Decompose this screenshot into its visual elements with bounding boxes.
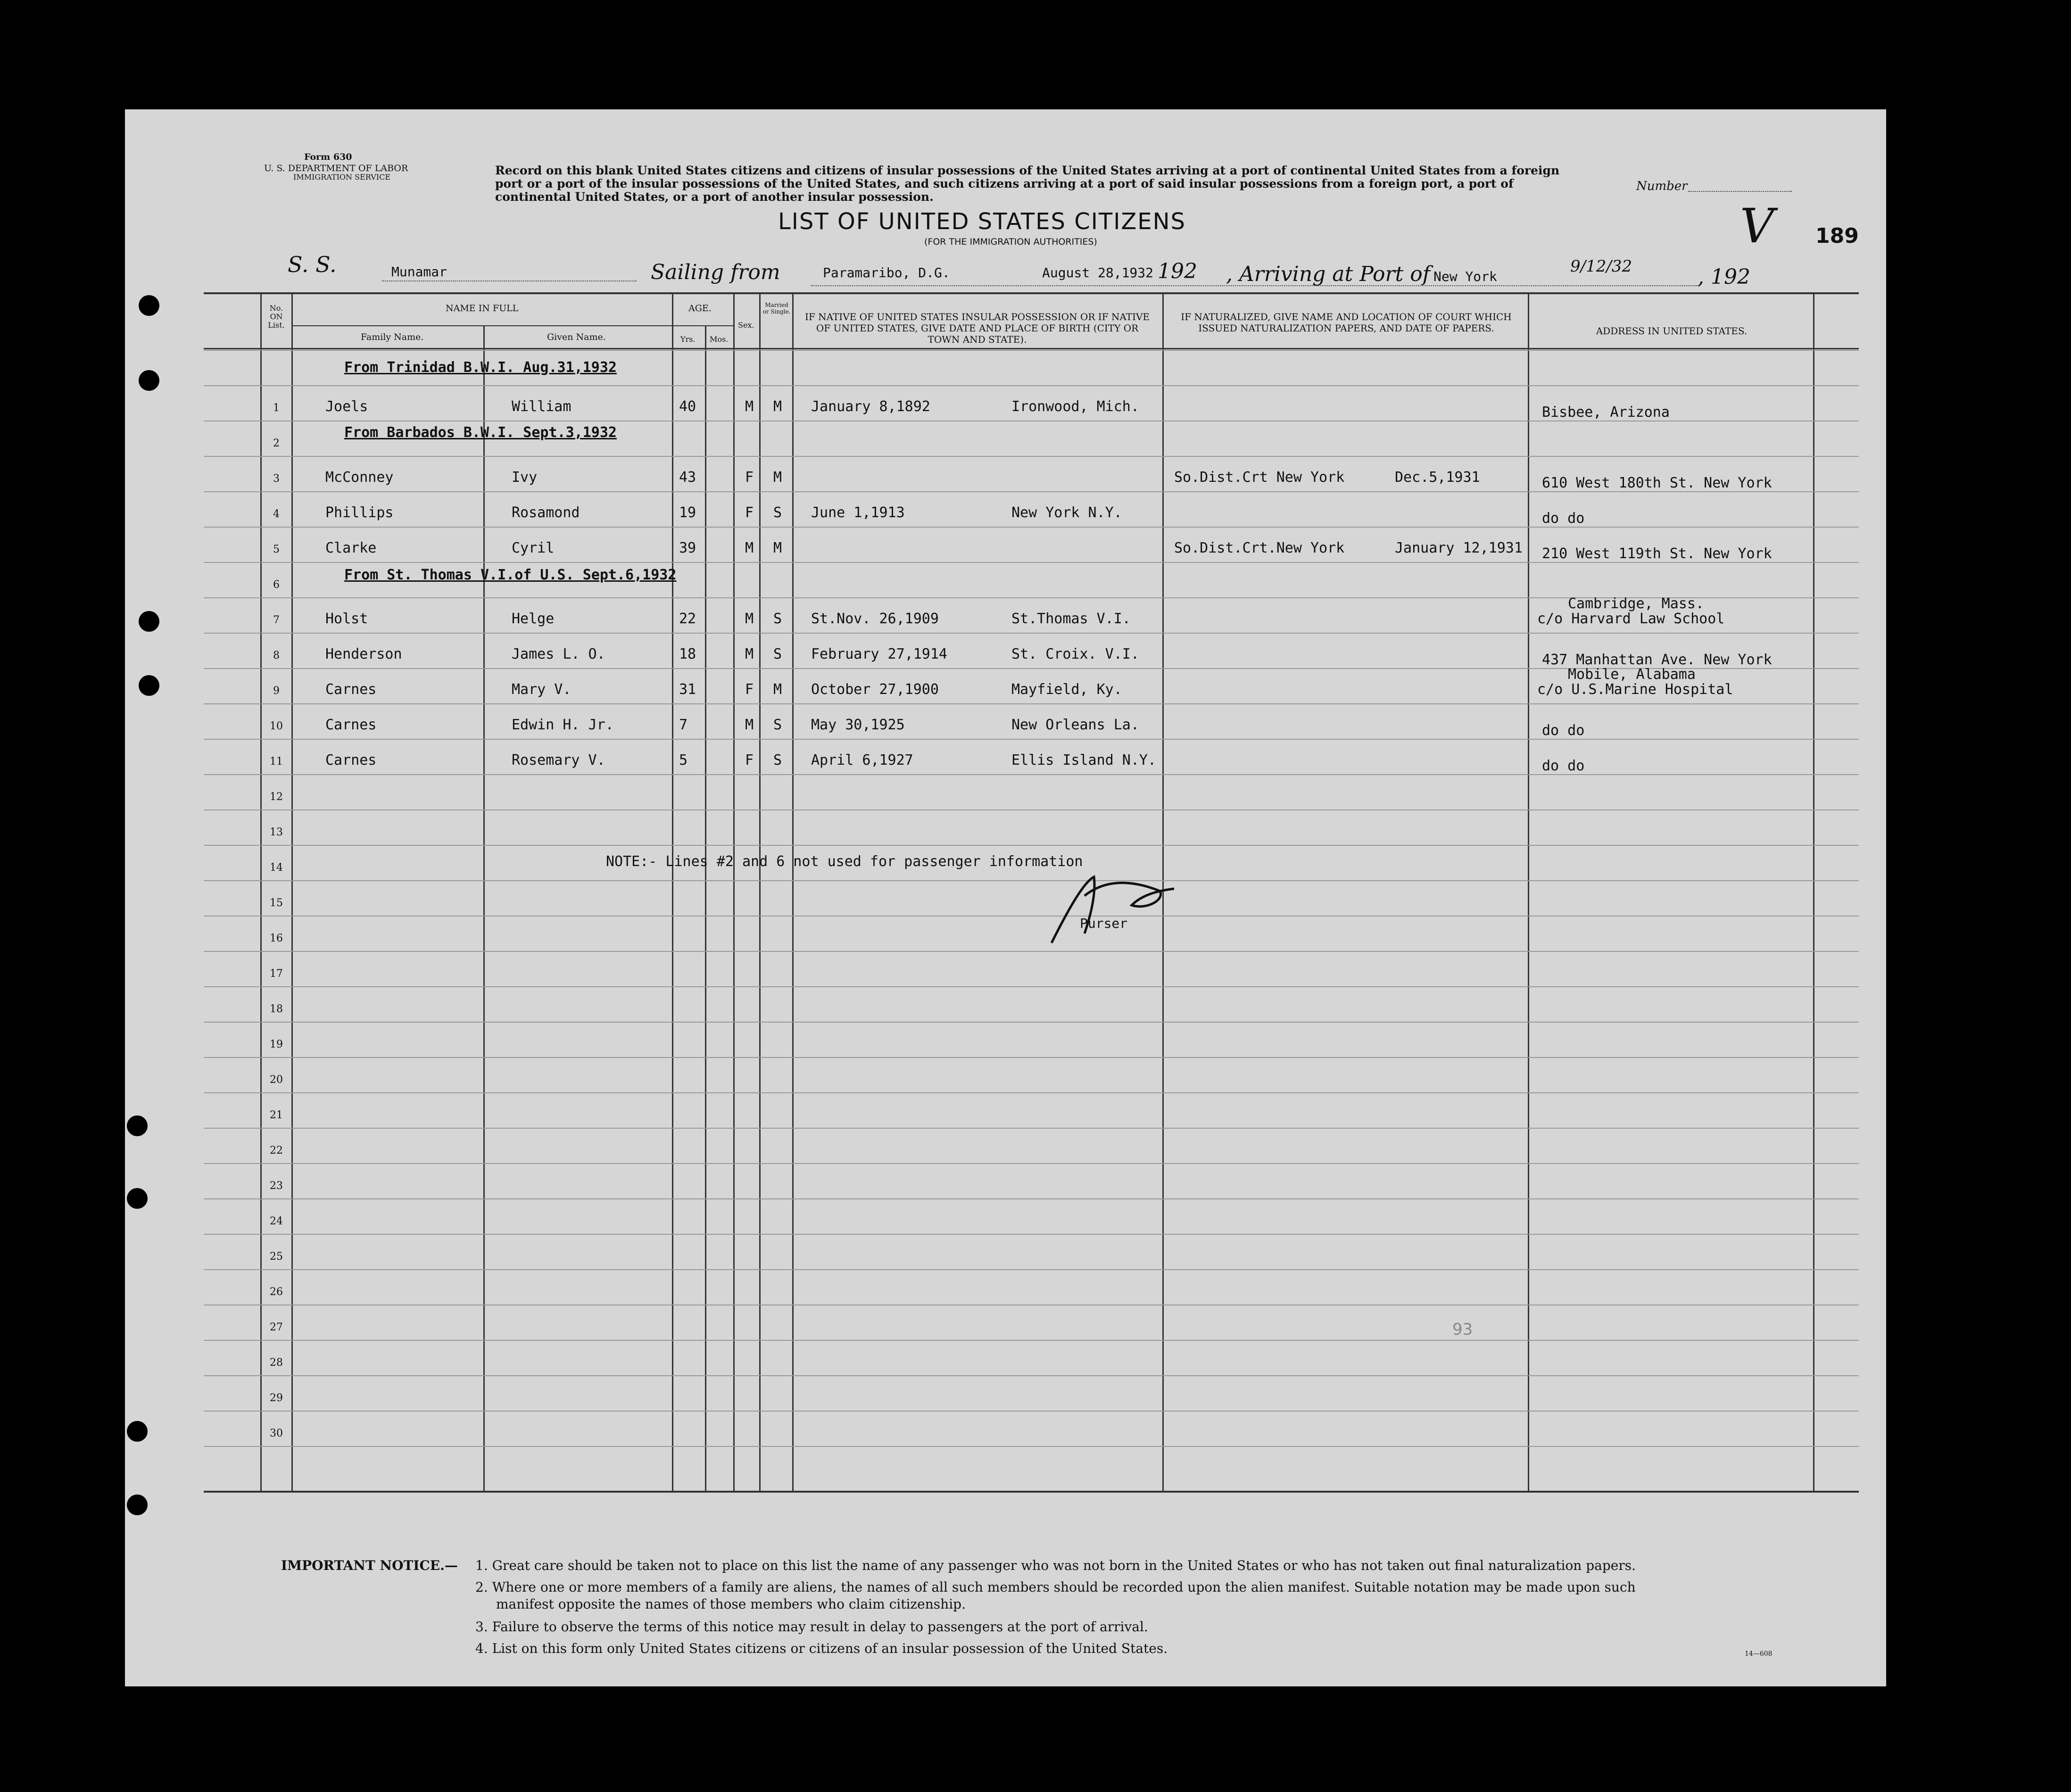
row-rule [204,845,1859,846]
sex: M [745,540,754,556]
row-rule [204,880,1859,881]
address: do do [1542,510,1585,527]
birth-place: New York N.Y. [1011,504,1122,521]
given-name: Edwin H. Jr. [512,717,614,733]
family-name: Carnes [325,717,377,733]
line-number: 3 [273,473,280,485]
col-age: AGE. [688,303,712,314]
row-rule [204,350,1859,351]
age-years: 31 [679,681,696,698]
line-number: 4 [273,508,280,520]
line-number: 22 [270,1145,283,1156]
naturalization-date: Dec.5,1931 [1395,469,1480,486]
line-number: 11 [270,756,283,768]
line-number: 17 [270,968,283,980]
naturalization-court: So.Dist.Crt New York [1174,469,1345,486]
marital-status: M [773,681,782,698]
row-rule [204,385,1859,386]
row-rule [204,491,1859,492]
line-number: 14 [270,862,283,874]
birth-place: Ellis Island N.Y. [1011,752,1157,768]
given-name: Cyril [512,540,555,556]
row-rule [204,527,1859,528]
sex: M [745,717,754,733]
row-rule [204,1411,1859,1412]
sex: F [745,752,754,768]
family-name: Carnes [325,681,377,698]
stamp-number: 93 [1452,1320,1473,1339]
sex: F [745,681,754,698]
family-name: Henderson [325,646,402,662]
punch-hole [139,675,159,696]
address: 610 West 180th St. New York [1542,475,1772,491]
naturalization-court: So.Dist.Crt.New York [1174,540,1345,556]
row-rule [204,1128,1859,1129]
arriving-label: , Arriving at Port of [1226,262,1430,286]
punch-hole [139,370,159,391]
service: IMMIGRATION SERVICE [293,173,391,182]
birth-date: St.Nov. 26,1909 [811,611,939,627]
col-family-name: Family Name. [361,332,424,342]
row-rule [204,774,1859,775]
row-rule [204,562,1859,563]
year-suffix: 192 [1158,259,1197,283]
to-port: New York [1433,269,1497,284]
birth-place: St.Thomas V.I. [1011,611,1131,627]
age-years: 7 [679,717,688,733]
family-name: Phillips [325,504,394,521]
address: do do [1542,722,1585,739]
form-subtitle: (FOR THE IMMIGRATION AUTHORITIES) [924,237,1097,247]
line-number: 18 [270,1003,283,1015]
line-number: 5 [273,544,280,555]
notice-item: 3. Failure to observe the terms of this notice may result in delay to passengers at the port of arrival. [475,1619,1148,1635]
sex: M [745,646,754,662]
marital-status: S [773,504,782,521]
section-header: From St. Thomas V.I.of U.S. Sept.6,1932 [344,567,677,583]
line-number: 16 [270,933,283,944]
col-address: ADDRESS IN UNITED STATES. [1596,325,1748,337]
row-rule [204,809,1859,810]
line-number: 25 [270,1251,283,1263]
row-rule [204,1022,1859,1023]
line-number: 1 [273,402,280,414]
line-number: 15 [270,897,283,909]
given-name: Ivy [512,469,538,486]
marital-status: S [773,611,782,627]
line-number: 12 [270,791,283,803]
address: 437 Manhattan Ave. New York [1542,652,1772,668]
col-naturalized: IF NATURALIZED, GIVE NAME AND LOCATION OF COURT WHICH ISSUED NATURALIZATION PAPERS, AND DATE OF PAPERS. [1181,311,1512,334]
row-rule [204,951,1859,952]
form-code: 14—608 [1745,1650,1773,1658]
row-rule [204,1163,1859,1164]
line-number: 6 [273,579,280,591]
line-number: 28 [270,1357,283,1369]
family-name: McConney [325,469,394,486]
line-number: 21 [270,1109,283,1121]
line-number: 8 [273,650,280,661]
row-rule [204,986,1859,987]
col-given-name: Given Name. [547,332,606,342]
arrival-date: 9/12/32 [1570,257,1632,276]
ship-name: Munamar [391,264,447,280]
family-name: Joels [325,398,368,415]
col-yrs: Yrs. [680,335,696,344]
age-years: 19 [679,504,696,521]
address: Mobile, Alabama [1568,666,1696,683]
birth-place: Ironwood, Mich. [1011,398,1139,415]
address-line-2: c/o Harvard Law School [1537,611,1725,627]
age-years: 22 [679,611,696,627]
from-date: August 28,1932 [1042,265,1154,281]
check-mark: V [1740,198,1774,254]
row-rule [204,1057,1859,1058]
notice-label: IMPORTANT NOTICE.— [281,1558,458,1573]
ss-label: S. S. [288,252,337,277]
page-number: 189 [1815,224,1859,248]
row-rule [204,739,1859,740]
address: Bisbee, Arizona [1542,404,1670,421]
row-rule [204,1092,1859,1093]
birth-place: St. Croix. V.I. [1011,646,1139,662]
col-married: Married or Single. [762,302,791,315]
birth-date: June 1,1913 [811,504,905,521]
given-name: Helge [512,611,555,627]
sex: F [745,469,754,486]
address: Cambridge, Mass. [1568,595,1704,612]
line-number: 19 [270,1039,283,1050]
sex: M [745,398,754,415]
form-number: Form 630 [304,152,352,162]
family-name: Clarke [325,540,377,556]
punch-hole [127,1115,148,1136]
row-rule [204,1375,1859,1376]
sailing-label: Sailing from [651,260,780,284]
line-number: 7 [273,614,280,626]
purser-label: Purser [1080,916,1128,931]
punch-hole [127,1188,148,1209]
notice-item: 2. Where one or more members of a family are aliens, the names of all such members should be recorded upon the alien manifest. Suitable notation may be made upon such [475,1579,1636,1595]
family-name: Holst [325,611,368,627]
sex: M [745,611,754,627]
section-header: From Trinidad B.W.I. Aug.31,1932 [344,359,617,376]
given-name: Rosamond [512,504,580,521]
manifest-sheet [125,109,1886,1686]
birth-date: April 6,1927 [811,752,913,768]
marital-status: S [773,752,782,768]
number-label: Number [1636,179,1688,193]
form-title: LIST OF UNITED STATES CITIZENS [778,208,1186,235]
age-years: 40 [679,398,696,415]
department: U. S. DEPARTMENT OF LABOR [264,163,408,173]
row-rule [204,633,1859,634]
purser-signature [1042,867,1179,948]
punch-hole [127,1495,148,1515]
row-rule [204,1446,1859,1447]
line-number: 29 [270,1392,283,1404]
row-rule [204,916,1859,917]
line-number: 2 [273,438,280,449]
notice-item: 4. List on this form only United States citizens or citizens of an insular possession of the United States. [475,1641,1168,1656]
age-years: 39 [679,540,696,556]
given-name: William [512,398,572,415]
col-birth: IF NATIVE OF UNITED STATES INSULAR POSSESSION OR IF NATIVE OF UNITED STATES, GIVE DATE AND PLACE OF BIRTH (CITY OR TOWN AND STATE). [804,311,1150,345]
row-rule [204,456,1859,457]
row-rule [204,703,1859,704]
col-no: No. ON List. [268,304,285,330]
notice-item: manifest opposite the names of those members who claim citizenship. [496,1596,966,1612]
punch-hole [127,1421,148,1442]
line-number: 26 [270,1286,283,1298]
marital-status: M [773,469,782,486]
punch-hole [139,611,159,632]
address-line-2: c/o U.S.Marine Hospital [1537,681,1733,698]
marital-status: M [773,540,782,556]
given-name: Rosemary V. [512,752,605,768]
line-number: 9 [273,685,280,697]
birth-date: May 30,1925 [811,717,905,733]
section-header: From Barbados B.W.I. Sept.3,1932 [344,424,617,441]
col-sex: Sex. [738,321,754,330]
from-port: Paramaribo, D.G. [823,265,950,281]
row-rule [204,1234,1859,1235]
address: do do [1542,758,1585,774]
row-rule [204,1198,1859,1199]
age-years: 43 [679,469,696,486]
notice-item: 1. Great care should be taken not to place on this list the name of any passenger who was not born in the United States or who has not taken out final naturalization papers. [475,1558,1636,1573]
birth-place: Mayfield, Ky. [1011,681,1122,698]
line-number: 10 [270,720,283,732]
line-number: 30 [270,1428,283,1439]
birth-date: January 8,1892 [811,398,930,415]
age-years: 5 [679,752,688,768]
naturalization-date: January 12,1931 [1395,540,1523,556]
line-number: 27 [270,1321,283,1333]
marital-status: S [773,717,782,733]
year-suffix-2: , 192 [1698,265,1750,289]
col-mos: Mos. [710,335,729,344]
row-rule [204,1340,1859,1341]
line-number: 13 [270,826,283,838]
birth-date: October 27,1900 [811,681,939,698]
col-name-in-full: NAME IN FULL [446,303,519,314]
given-name: James L. O. [512,646,605,662]
marital-status: M [773,398,782,415]
row-rule [204,1269,1859,1270]
punch-hole [139,295,159,316]
line-number: 23 [270,1180,283,1192]
note: NOTE:- Lines #2 and 6 not used for passenger information [606,853,1083,870]
given-name: Mary V. [512,681,572,698]
line-number: 24 [270,1215,283,1227]
birth-place: New Orleans La. [1011,717,1139,733]
family-name: Carnes [325,752,377,768]
address: 210 West 119th St. New York [1542,545,1772,562]
age-years: 18 [679,646,696,662]
form-instruction: Record on this blank United States citizens and citizens of insular possessions of the United States arriving at a port of continental United States from a foreign port or a port of the insular possessions of the United States, and such citizens arriving at a port of said insular possessions from a foreign port, a port of continental United States, or a port of another insular possession. [495,164,1560,204]
birth-date: February 27,1914 [811,646,947,662]
line-number: 20 [270,1074,283,1086]
sex: F [745,504,754,521]
marital-status: S [773,646,782,662]
